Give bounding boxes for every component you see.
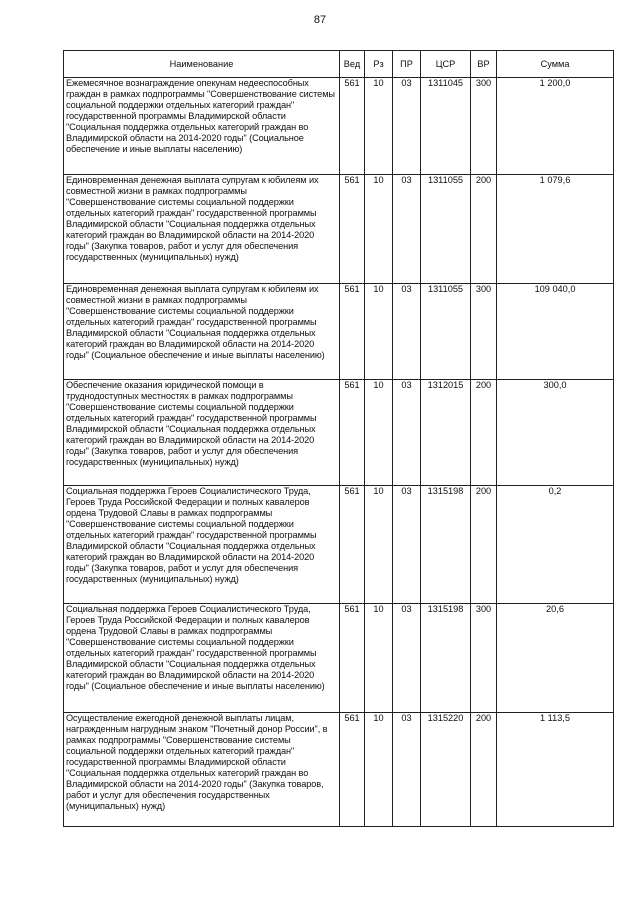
row-pr: 03 (393, 284, 421, 380)
header-name: Наименование (64, 51, 340, 78)
row-name: Обеспечение оказания юридической помощи в труднодоступных местностях в рамках подпрограммы "Совершенствование системы социальной поддержки отдельных категорий граждан" государственной программы Владимирской области "Социальная поддержка отдельных категорий граждан во Владимирской области на 2014-2020 годы" (Закупка товаров, работ и услуг для обеспечения государственных (муниципальных) нужд) (64, 380, 340, 486)
row-rz: 10 (365, 78, 393, 175)
row-vr: 300 (471, 78, 497, 175)
header-rz: Рз (365, 51, 393, 78)
row-rz: 10 (365, 284, 393, 380)
table-row (64, 284, 614, 380)
row-pr: 03 (393, 380, 421, 486)
row-csr: 1311055 (421, 175, 471, 284)
budget-table (63, 50, 614, 827)
row-vr: 200 (471, 380, 497, 486)
row-ved: 561 (340, 380, 365, 486)
row-csr: 1312015 (421, 380, 471, 486)
row-vr: 200 (471, 486, 497, 604)
row-ved: 561 (340, 284, 365, 380)
row-ved: 561 (340, 713, 365, 827)
row-rz: 10 (365, 380, 393, 486)
table-row (64, 78, 614, 175)
row-csr: 1315198 (421, 486, 471, 604)
row-rz: 10 (365, 604, 393, 713)
row-ved: 561 (340, 78, 365, 175)
row-sum: 1 113,5 (497, 713, 614, 827)
row-sum: 1 200,0 (497, 78, 614, 175)
row-ved: 561 (340, 486, 365, 604)
row-sum: 109 040,0 (497, 284, 614, 380)
table-row (64, 486, 614, 604)
page-number: 87 (313, 14, 327, 26)
row-ved: 561 (340, 175, 365, 284)
row-sum: 300,0 (497, 380, 614, 486)
row-name: Единовременная денежная выплата супругам к юбилеям их совместной жизни в рамках подпрограммы "Совершенствование системы социальной поддержки отдельных категорий граждан" государственной программы Владимирской области "Социальная поддержка отдельных категорий граждан во Владимирской области на 2014-2020 годы" (Закупка товаров, работ и услуг для обеспечения государственных (муниципальных) нужд) (64, 175, 340, 284)
header-pr: ПР (393, 51, 421, 78)
row-name: Единовременная денежная выплата супругам к юбилеям их совместной жизни в рамках подпрограммы "Совершенствование системы социальной поддержки отдельных категорий граждан" государственной программы Владимирской области "Социальная поддержка отдельных категорий граждан во Владимирской области на 2014-2020 годы" (Социальное обеспечение и иные выплаты населению) (64, 284, 340, 380)
row-sum: 20,6 (497, 604, 614, 713)
row-vr: 200 (471, 713, 497, 827)
row-vr: 300 (471, 604, 497, 713)
row-vr: 300 (471, 284, 497, 380)
row-name: Социальная поддержка Героев Социалистического Труда, Героев Труда Российской Федерации и полных кавалеров ордена Трудовой Славы в рамках подпрограммы "Совершенствование системы социальной поддержки отдельных категорий граждан" государственной программы Владимирской области "Социальная поддержка отдельных категорий граждан во Владимирской области на 2014-2020 годы" (Социальное обеспечение и иные выплаты населению) (64, 604, 340, 713)
row-csr: 1315220 (421, 713, 471, 827)
table-header-row (64, 51, 614, 78)
row-name: Социальная поддержка Героев Социалистического Труда, Героев Труда Российской Федерации и полных кавалеров ордена Трудовой Славы в рамках подпрограммы "Совершенствование системы социальной поддержки отдельных категорий граждан" государственной программы Владимирской области "Социальная поддержка отдельных категорий граждан во Владимирской области на 2014-2020 годы" (Закупка товаров, работ и услуг для обеспечения государственных (муниципальных) нужд) (64, 486, 340, 604)
table-row (64, 175, 614, 284)
row-pr: 03 (393, 604, 421, 713)
row-rz: 10 (365, 713, 393, 827)
row-name: Осуществление ежегодной денежной выплаты лицам, награжденным нагрудным знаком "Почетный донор России", в рамках подпрограммы "Совершенствование системы социальной поддержки отдельных категорий граждан" государственной программы Владимирской области "Социальная поддержка отдельных категорий граждан во Владимирской области на 2014-2020 годы" (Закупка товаров, работ и услуг для обеспечения государственных (муниципальных) нужд) (64, 713, 340, 827)
row-pr: 03 (393, 175, 421, 284)
row-rz: 10 (365, 175, 393, 284)
row-csr: 1311045 (421, 78, 471, 175)
row-ved: 561 (340, 604, 365, 713)
row-pr: 03 (393, 486, 421, 604)
header-csr: ЦСР (421, 51, 471, 78)
row-csr: 1315198 (421, 604, 471, 713)
header-sum: Сумма (497, 51, 614, 78)
row-sum: 1 079,6 (497, 175, 614, 284)
row-rz: 10 (365, 486, 393, 604)
table-row (64, 380, 614, 486)
row-vr: 200 (471, 175, 497, 284)
row-pr: 03 (393, 713, 421, 827)
table-row (64, 713, 614, 827)
row-name: Ежемесячное вознаграждение опекунам недееспособных граждан в рамках подпрограммы "Совершенствование системы социальной поддержки отдельных категорий граждан" государственной программы Владимирской области "Социальная поддержка отдельных категорий граждан во Владимирской области на 2014-2020 годы" (Социальное обеспечение и иные выплаты населению) (64, 78, 340, 175)
header-ved: Вед (340, 51, 365, 78)
row-sum: 0,2 (497, 486, 614, 604)
row-pr: 03 (393, 78, 421, 175)
row-csr: 1311055 (421, 284, 471, 380)
table-row (64, 604, 614, 713)
header-vr: ВР (471, 51, 497, 78)
